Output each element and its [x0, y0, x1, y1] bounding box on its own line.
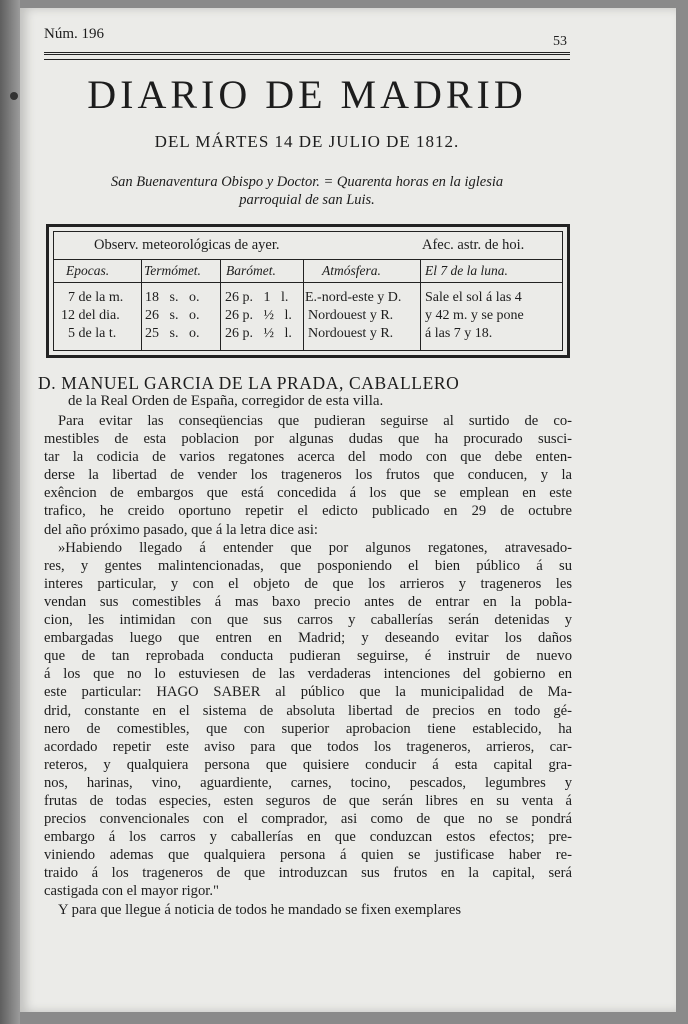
col-header-termometro: Termómet. [144, 263, 201, 278]
astro-line-3: á las 7 y 18. [425, 326, 493, 341]
weather-heading: Observ. meteorológicas de ayer. [94, 237, 280, 253]
row-1-termometro: 18 s. o. [145, 290, 200, 305]
issue-number: Núm. 196 [44, 26, 104, 42]
article-subheading: de la Real Orden de España, corregidor de esta villa. [68, 393, 384, 409]
article-line: que de tan reprobada conducta pudieran seguirse, é instruir de nuevo [44, 648, 572, 665]
row-2-termometro: 26 s. o. [145, 308, 200, 323]
article-line: drid, constante en el sistema de absoluta libertad de precios en todo gé- [44, 702, 572, 719]
article-body [44, 412, 572, 919]
page-number: 53 [553, 34, 567, 49]
title-rule [44, 52, 570, 60]
binding-edge [0, 0, 20, 1024]
astro-line-1: Sale el sol á las 4 [425, 290, 522, 305]
astro-heading: Afec. astr. de hoi. [422, 237, 525, 253]
saint-of-the-day [50, 173, 564, 209]
row-1-atmosfera: E.-nord-este y D. [305, 290, 402, 305]
row-2-barometro: 26 p. ½ l. [225, 308, 292, 323]
article-line: nero de comestibles, que con superior aprobacion tiene establecido, ha [44, 720, 572, 737]
article-line: res, y gentes malintencionadas, que posponiendo el bien público á su [44, 557, 572, 574]
row-2-atmosfera: Nordouest y R. [308, 308, 394, 323]
column-divider [303, 259, 304, 350]
article-line: precios convencionales con el comprador, asi como de que no se pondrá [44, 811, 572, 828]
article-line: interes particular, y con el objeto de que los arrieros y trageneros les [44, 575, 572, 592]
article-line: traido á los trageneros de que introduzcan sus frutos en la capital, será [44, 865, 572, 882]
row-3-barometro: 26 p. ½ l. [225, 326, 292, 341]
article-line: embargo á los carros y caballerías en que conduzcan estos efectos; pre- [44, 829, 572, 846]
row-3-termometro: 25 s. o. [145, 326, 200, 341]
article-line: nos, harinas, vino, aguardiente, carnes, tocino, pescados, legumbres y [44, 774, 572, 791]
article-line: reteros, y qualquiera persona que quisiere conducir á esta capital gra- [44, 756, 572, 773]
article-line: embargadas luego que entren en Madrid; y deseando evitar los daños [44, 630, 572, 647]
weather-table [46, 224, 570, 358]
column-divider [220, 259, 221, 350]
article-line: frutas de todas especies, esten seguros de que serán libres en su venta á [44, 792, 572, 809]
article-line: este particular: HAGO SABER al público que la municipalidad de Ma- [44, 684, 572, 701]
row-1-barometro: 26 p. 1 l. [225, 290, 289, 305]
col-header-barometro: Barómet. [226, 263, 276, 278]
article-line: mestibles de esta poblacion por algunas dudas que ha procurado susci- [44, 431, 572, 448]
article-line: del año próximo pasado, que á la letra dice asi: [44, 521, 318, 538]
article-line: trafico, he creido oportuno repetir el edicto publicado en 29 de octubre [44, 503, 572, 520]
binding-hole [10, 92, 18, 100]
article-line: Y para que llegue á noticia de todos he mandado se fixen exemplares [58, 901, 462, 918]
article-line: acordado repetir este aviso para que todos los trageneros, arrieros, car- [44, 738, 572, 755]
article-heading: D. MANUEL GARCIA DE LA PRADA, CABALLERO [38, 373, 460, 393]
row-3-epoca: 5 de la t. [68, 326, 117, 341]
astro-line-2: y 42 m. y se pone [425, 308, 524, 323]
article-line: vendan sus comestibles á mas baxo precio antes de entrar en la pobla- [44, 593, 572, 610]
article-line: cion, les intimidan con que sus carros y caballerías serán detenidas y [44, 612, 572, 629]
col-header-epocas: Epocas. [66, 263, 110, 278]
article-line: á los que no lo estuviesen de las verdaderas intenciones del gobierno en [44, 666, 572, 683]
col-header-luna: El 7 de la luna. [425, 263, 508, 278]
col-header-atmosfera: Atmósfera. [322, 263, 381, 278]
article-line: viniendo ademas que qualquiera persona á quien se justificase haber re- [44, 847, 572, 864]
saint-line-1: San Buenaventura Obispo y Doctor. = Quarenta horas en la iglesia [110, 174, 504, 190]
article-line: tar la codicia de varios regatones acerca del modo con que debe enten- [44, 449, 572, 466]
column-divider [420, 259, 421, 350]
article-line: Para evitar las conseqüencias que pudieran seguirse al surtido de co- [58, 413, 572, 429]
article-line: derse la libertad de vender los trageneros los frutos que conducen, y la [44, 467, 572, 484]
article-line: castigada con el mayor rigor." [44, 883, 219, 900]
row-2-epoca: 12 del dia. [61, 308, 120, 323]
article-line: »Habiendo llegado á entender que por algunos regatones, atravesado- [58, 539, 572, 556]
masthead-title: DIARIO DE MADRID [87, 72, 527, 117]
saint-line-2: parroquial de san Luis. [239, 192, 375, 208]
column-divider [141, 259, 142, 350]
article-line: exêncion de embargos que está concedida á los que se emplean en este [44, 485, 572, 502]
row-3-atmosfera: Nordouest y R. [308, 326, 394, 341]
table-rule-top [54, 259, 562, 260]
date-line: DEL MÁRTES 14 DE JULIO DE 1812. [154, 132, 460, 151]
row-1-epoca: 7 de la m. [68, 290, 124, 305]
table-rule-header [54, 282, 562, 283]
